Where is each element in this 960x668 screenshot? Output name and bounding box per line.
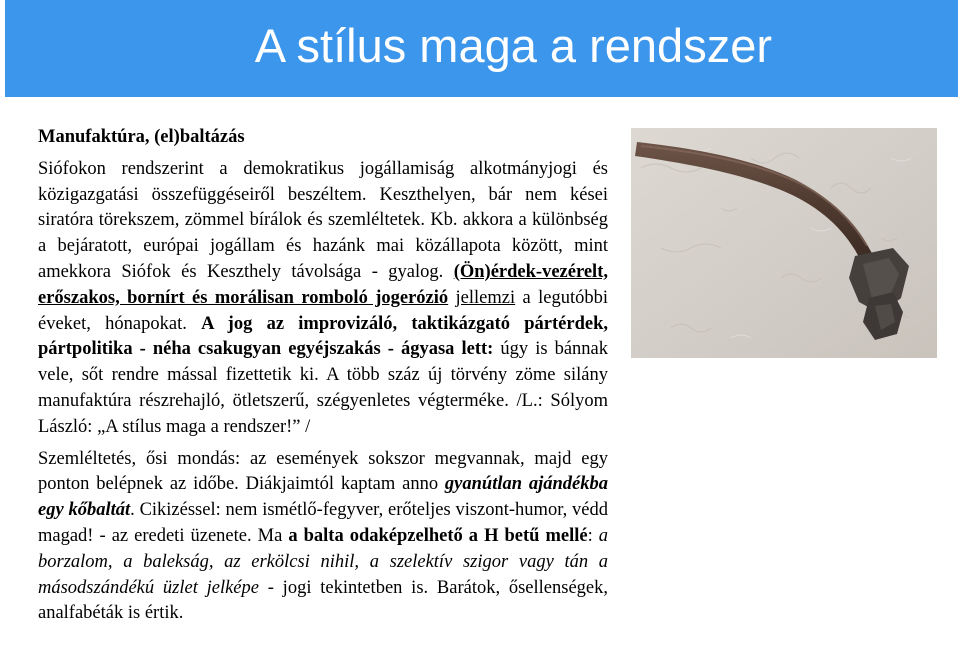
p1-underlined-jellemzi: jellemzi <box>455 287 516 308</box>
p1-text-ending: úgy is bánnak vele, sőt rendre mással fizettetik ki. A több száz új törvény zöme silány manufaktúra részrehajló, ötletszerű, szégyenletes végterméke. /L.: Sólyom László: „A stílus maga a rendszer!” / <box>38 339 609 437</box>
p1-text-intro: Siófokon rendszerint a demokratikus jogállamiság alkotmányjogi és közigazgatási összefüggéseiről beszéltem. Keszthelyen, bár nem kései siratóra törekszem, zömmel bírálok és szemléltetek. Kb. akkora a különbség a bejáratott, európai jogállam és hazánk mai közállapota között, mint amekkora Siófok és Keszthely távolsága - gyalog. <box>38 158 608 282</box>
title-banner <box>5 0 958 97</box>
stone-axe-photo <box>631 128 937 358</box>
p2-text-ending: - jogi tekintetben is. Barátok, ősellenségek, analfabéták is értik. <box>38 577 609 624</box>
p2-text-middle: . Cikizéssel: nem ismétlő-fegyver, erőteljes viszont-humor, védd magad! - az eredeti üzenete. Ma <box>38 500 608 546</box>
p2-italic-symbol: a borzalom, a balekság, az erkölcsi nihil, a szelektív szigor vagy tán a másodszándékú üzlet jelképe <box>38 525 609 598</box>
p2-emphasis-kobalta: gyanútlan ajándékba egy kőbaltát <box>38 474 608 521</box>
text-column <box>38 125 608 627</box>
p1-text-months: a legutóbbi éveket, hónapokat. <box>38 287 609 334</box>
p1-bold-jog: A jog az improvizáló, taktikázgató pártérdek, pártpolitika - néha csakugyan egyéjszakás - ágyasa lett: <box>38 313 609 360</box>
slide-title: A stílus maga a rendszer <box>254 19 772 72</box>
section-heading: Manufaktúra, (el)baltázás <box>38 127 245 147</box>
p2-text-intro: Szemléltetés, ősi mondás: az események sokszor megvannak, majd egy ponton belépnek az időbe. Diákjaimtól kaptam anno <box>38 448 608 495</box>
p2-bold-balta: a balta odaképzelhető a H betű mellé <box>288 525 588 546</box>
paragraph-1 <box>38 157 608 441</box>
paragraph-2 <box>38 447 608 628</box>
p1-emphasis-jogerozio: (Ön)érdek-vezérelt, erőszakos, bornírt és morálisan romboló jogerózió <box>38 261 608 308</box>
p2-colon: : <box>587 525 593 546</box>
